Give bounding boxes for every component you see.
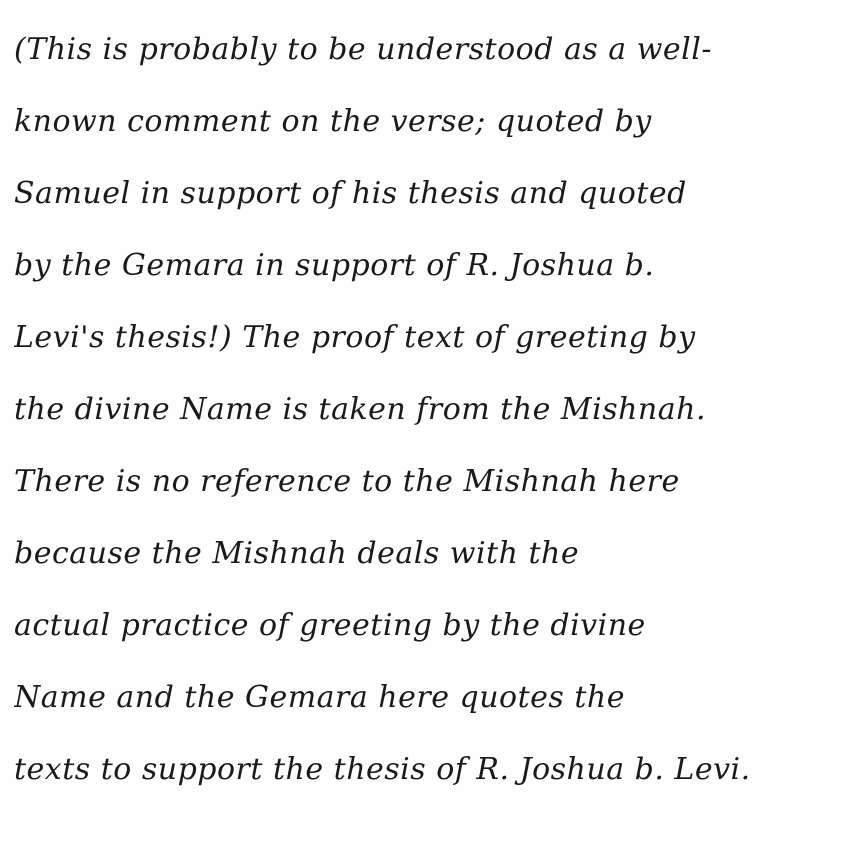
note-line-5: Levi's thesis!) The proof text of greeting by	[14, 320, 696, 355]
handwritten-note	[14, 14, 840, 806]
note-line-8: because the Mishnah deals with the	[14, 536, 580, 571]
note-line-2: known comment on the verse; quoted by	[14, 104, 652, 139]
note-line-9: actual practice of greeting by the divine	[14, 608, 646, 643]
note-line-6: the divine Name is taken from the Mishnah.	[14, 392, 707, 427]
note-line-7: There is no reference to the Mishnah here	[14, 464, 680, 499]
note-line-3: Samuel in support of his thesis and quoted	[14, 176, 687, 211]
note-line-10: Name and the Gemara here quotes the	[14, 680, 625, 715]
note-line-1: (This is probably to be understood as a well-	[14, 32, 712, 67]
note-line-4: by the Gemara in support of R. Joshua b.	[14, 248, 655, 283]
note-line-11: texts to support the thesis of R. Joshua b. Levi.	[14, 752, 751, 787]
